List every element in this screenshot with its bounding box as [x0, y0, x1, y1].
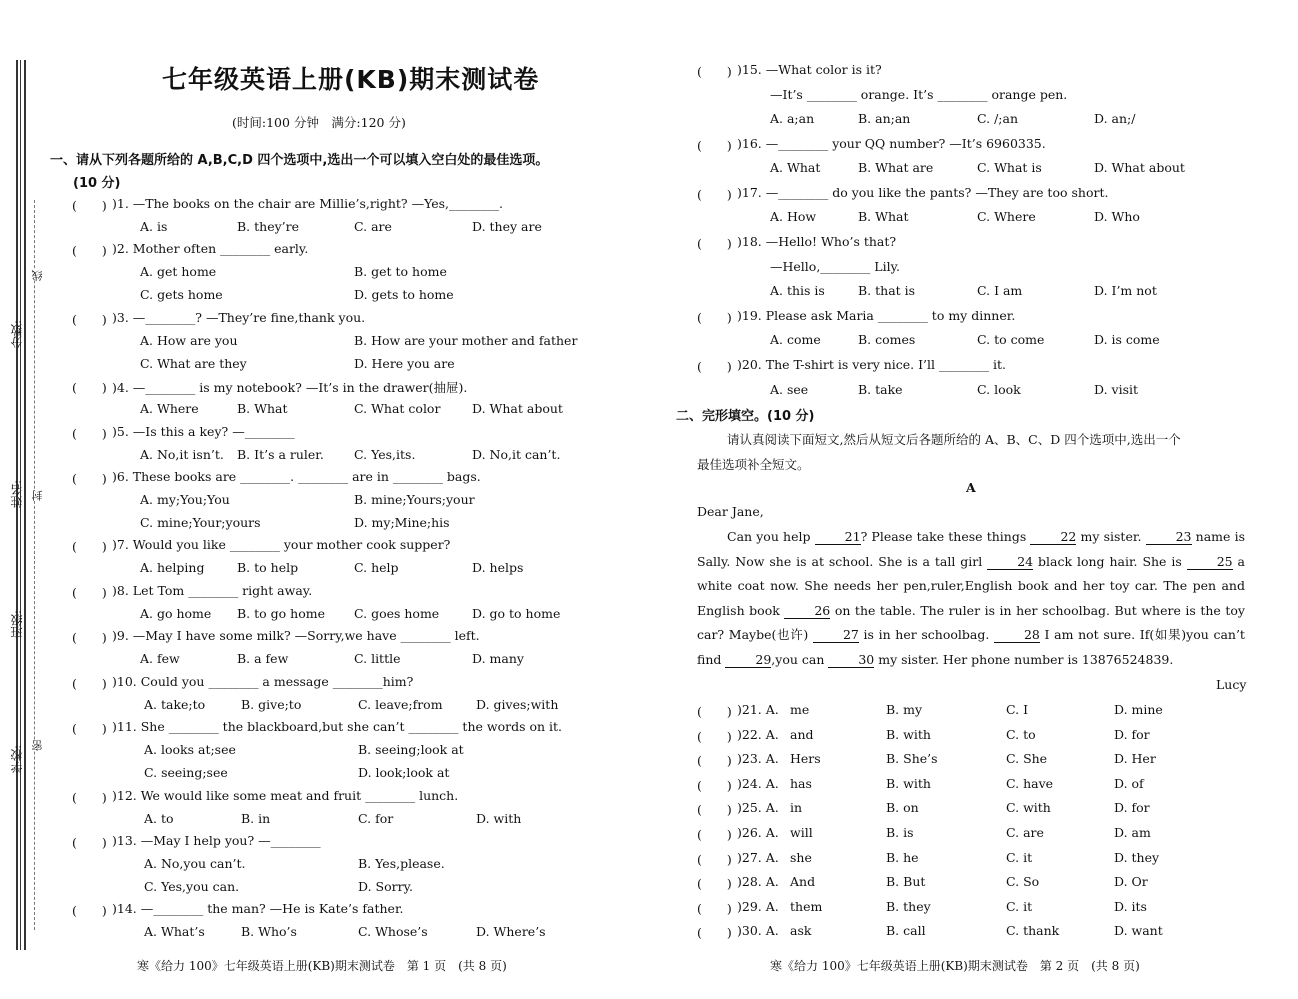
option: A. to [144, 811, 174, 826]
option: C. help [354, 560, 399, 575]
passage-text: a white coat now. She needs her pen,ruler,English book and her toy car. The pen and English book [697, 553, 1245, 618]
option: C. goes home [354, 606, 440, 621]
answer-paren: ( ) [697, 310, 732, 325]
answer-paren: ( ) [697, 827, 732, 842]
option: C. Yes,its. [354, 447, 416, 462]
option: D. No,it can’t. [472, 447, 561, 462]
option: B. an;an [858, 111, 911, 126]
answer-paren: ( ) [697, 728, 732, 744]
option: D. Here you are [354, 356, 455, 371]
blank-27: 27 [813, 627, 859, 643]
option: A. is [140, 219, 168, 234]
option: Hers [790, 751, 821, 767]
line-mark: 线 [31, 270, 44, 281]
passage-label: A [966, 480, 976, 495]
letter-greeting: Dear Jane, [697, 504, 764, 519]
answer-paren: ( ) [697, 753, 732, 769]
answer-paren: ( ) [697, 64, 732, 79]
question-stem: )9. —May I have some milk? —Sorry,we have ________ left. [112, 628, 480, 643]
option: A. my;You;You [140, 492, 230, 507]
option: D. they [1114, 849, 1160, 865]
option: B. they’re [237, 219, 300, 234]
page-title: 七年级英语上册(KB)期末测试卷 [162, 65, 540, 94]
option: C. What are they [140, 356, 247, 371]
blank-28: 28 [994, 627, 1040, 643]
option: B. take [858, 382, 903, 397]
option: A. a;an [770, 111, 815, 126]
option: C. I am [977, 283, 1023, 298]
option: C. to [1006, 726, 1036, 742]
cloze-number: )27. A. [737, 849, 779, 865]
option: has [790, 775, 812, 791]
answer-paren: ( ) [72, 426, 107, 441]
answer-paren: ( ) [697, 138, 732, 153]
option: B. they [886, 898, 931, 914]
answer-paren: ( ) [72, 539, 107, 554]
option: C. I [1006, 702, 1029, 717]
blank-23: 23 [1146, 529, 1192, 545]
option: D. of [1114, 775, 1144, 791]
score-label: 分数: [10, 320, 24, 349]
passage-text: I am not sure. If(如果)you can’t find [697, 627, 1245, 667]
option: B. a few [237, 651, 289, 666]
question-stem: )16. —________ your QQ number? —It’s 6960335. [737, 136, 1046, 151]
option: C. What is [977, 160, 1042, 175]
option: C. are [354, 219, 392, 234]
cloze-number: )28. A. [737, 874, 779, 890]
answer-paren: ( ) [72, 471, 107, 486]
option: D. want [1114, 923, 1163, 939]
passage-text: on the table. The ruler is in her schoolbag. But where is the toy car? Maybe(也许) [697, 602, 1245, 643]
option: she [790, 849, 812, 865]
option: D. What about [472, 401, 563, 416]
section-2-intro: 请认真阅读下面短文,然后从短文后各题所给的 A、B、C、D 四个选项中,选出一个 [727, 432, 1181, 447]
blank-26: 26 [784, 603, 830, 619]
section-2-title: 二、完形填空。(10 分) [676, 409, 815, 424]
option: B. that is [858, 283, 916, 298]
answer-paren: ( ) [697, 236, 732, 251]
cloze-number: )26. A. [737, 825, 779, 840]
option: me [790, 702, 810, 717]
cut-line [34, 200, 35, 930]
option: D. am [1114, 825, 1151, 840]
option: B. with [886, 775, 931, 791]
option: D. gets to home [354, 287, 454, 302]
option: C. Where [977, 209, 1036, 224]
question-stem: )18. —Hello! Who’s that? [737, 234, 897, 249]
school-label: 学校: [10, 745, 24, 774]
option: C. to come [977, 332, 1045, 347]
option: C. leave;from [358, 697, 443, 712]
option: D. look;look at [358, 765, 450, 780]
page-1-footer: 寒《给力 100》七年级英语上册(KB)期末测试卷 第 1 页 (共 8 页) [137, 959, 507, 973]
answer-paren: ( ) [72, 903, 107, 918]
answer-paren: ( ) [697, 704, 732, 719]
option: A. few [140, 651, 180, 666]
passage-text: my sister. Her phone number is 13876524839. [878, 651, 1174, 667]
exam-meta: (时间:100 分钟 满分:120 分) [232, 115, 406, 130]
option: C. look [977, 382, 1021, 397]
option: A. take;to [144, 697, 206, 712]
option: C. have [1006, 775, 1054, 791]
name-label: 姓名: [10, 480, 24, 509]
option: D. Sorry. [358, 879, 413, 894]
option: B. get to home [354, 264, 447, 279]
option: C. Whose’s [358, 924, 428, 939]
option: D. with [476, 811, 522, 826]
option: D. visit [1094, 382, 1139, 397]
seal-mark: 封 [31, 490, 44, 501]
question-stem: )4. —________ is my notebook? —It’s in the drawer(抽屉). [112, 380, 468, 395]
option: B. What are [858, 160, 934, 175]
option: A. How [770, 209, 817, 224]
option: B. is [886, 825, 914, 840]
option: C. seeing;see [144, 765, 228, 780]
option: B. my [886, 702, 923, 717]
option: A. come [770, 332, 821, 347]
option: C. for [358, 811, 394, 826]
option: A. What’s [144, 924, 205, 939]
option: C. mine;Your;yours [140, 515, 261, 530]
option: them [790, 898, 823, 914]
option: C. So [1006, 874, 1040, 890]
class-label: 班级: [10, 610, 24, 639]
answer-paren: ( ) [697, 851, 732, 867]
passage-text: is in her schoolbag. [863, 627, 990, 643]
question-stem: )19. Please ask Maria ________ to my dinner. [737, 308, 1016, 323]
question-stem-line2: —Hello,________ Lily. [770, 259, 900, 274]
option: D. my;Mine;his [354, 515, 450, 530]
answer-paren: ( ) [697, 900, 732, 916]
passage-text: black long hair. She is [1038, 553, 1182, 569]
option: D. Where’s [476, 924, 546, 939]
answer-paren: ( ) [72, 721, 107, 736]
option: D. gives;with [476, 697, 559, 712]
cloze-number: )21. A. [737, 702, 779, 717]
option: B. What [858, 209, 909, 224]
option: ask [790, 923, 812, 939]
option: D. an;/ [1094, 111, 1136, 126]
option: B. mine;Yours;your [354, 492, 475, 507]
question-stem: )10. Could you ________ a message ________him? [112, 674, 414, 689]
option: D. is come [1094, 332, 1160, 347]
answer-paren: ( ) [697, 777, 732, 793]
answer-paren: ( ) [697, 802, 732, 818]
option: A. helping [140, 560, 205, 575]
answer-paren: ( ) [72, 585, 107, 600]
option: C. gets home [140, 287, 223, 302]
blank-21: 21 [815, 529, 861, 545]
blank-30: 30 [828, 652, 874, 668]
blank-24: 24 [987, 554, 1033, 570]
answer-paren: ( ) [72, 676, 107, 691]
page-2-footer: 寒《给力 100》七年级英语上册(KB)期末测试卷 第 2 页 (共 8 页) [770, 959, 1140, 973]
option: A. What [770, 160, 821, 175]
cloze-number: )30. A. [737, 923, 779, 939]
option: B. Who’s [241, 924, 297, 939]
question-stem: )15. —What color is it? [737, 62, 882, 77]
secret-mark: 密 [31, 740, 44, 751]
option: C. it [1006, 849, 1033, 865]
option: D. for [1114, 726, 1150, 742]
option: B. to help [237, 560, 299, 575]
option: D. they are [472, 219, 542, 234]
option: D. its [1114, 898, 1147, 914]
option: D. mine [1114, 702, 1163, 717]
question-stem: )17. —________ do you like the pants? —They are too short. [737, 185, 1109, 200]
answer-paren: ( ) [697, 359, 732, 374]
answer-paren: ( ) [72, 198, 107, 213]
option: C. What color [354, 401, 441, 416]
question-stem: )11. She ________ the blackboard,but she can’t ________ the words on it. [112, 719, 562, 734]
passage-text: ,you can [771, 651, 825, 667]
answer-paren: ( ) [697, 925, 732, 941]
option: will [790, 825, 813, 840]
option: and [790, 726, 814, 742]
question-stem: )3. —________? —They’re fine,thank you. [112, 310, 366, 325]
answer-paren: ( ) [72, 243, 107, 258]
option: A. How are you [140, 333, 238, 348]
option: D. for [1114, 800, 1150, 816]
option: B. give;to [241, 697, 302, 712]
option: C. it [1006, 898, 1033, 914]
option: C. /;an [977, 111, 1018, 126]
blank-25: 25 [1187, 554, 1233, 570]
passage-text: ? Please take these things [860, 529, 1027, 544]
option: B. in [241, 811, 271, 826]
cloze-passage [697, 525, 1245, 673]
option: C. little [354, 651, 401, 666]
option: A. No,you can’t. [144, 856, 246, 871]
cloze-number: )24. A. [737, 775, 779, 791]
question-stem: )20. The T-shirt is very nice. I’ll ________ it. [737, 357, 1006, 372]
option: D. What about [1094, 160, 1185, 175]
option: B. with [886, 726, 931, 742]
question-stem: )6. These books are ________. ________ are in ________ bags. [112, 469, 481, 484]
option: D. Who [1094, 209, 1140, 224]
option: B. he [886, 849, 919, 865]
question-stem-line2: —It’s ________ orange. It’s ________ orange pen. [770, 87, 1068, 102]
option: B. What [237, 401, 288, 416]
option: And [790, 874, 816, 890]
question-stem: )8. Let Tom ________ right away. [112, 583, 313, 598]
option: D. I’m not [1094, 283, 1157, 298]
passage-text: Can you help [727, 529, 811, 544]
option: C. are [1006, 825, 1044, 840]
option: B. It’s a ruler. [237, 447, 324, 462]
question-stem: )7. Would you like ________ your mother cook supper? [112, 537, 451, 552]
option: A. Where [140, 401, 199, 416]
option: D. Her [1114, 751, 1156, 767]
passage-text: name is Sally. Now she is at school. She is a tall girl [697, 529, 1246, 569]
option: B. seeing;look at [358, 742, 464, 757]
option: A. looks at;see [144, 742, 236, 757]
option: C. thank [1006, 923, 1060, 939]
answer-paren: ( ) [72, 790, 107, 805]
option: B. She’s [886, 751, 938, 767]
answer-paren: ( ) [72, 380, 107, 395]
cloze-number: )23. A. [737, 751, 779, 767]
cloze-number: )25. A. [737, 800, 779, 816]
answer-paren: ( ) [697, 187, 732, 202]
option: B. on [886, 800, 919, 816]
option: D. go to home [472, 606, 561, 621]
option: A. see [770, 382, 809, 397]
option: D. helps [472, 560, 524, 575]
option: B. call [886, 923, 926, 939]
option: B. Yes,please. [358, 856, 445, 871]
section-2-intro-cont: 最佳选项补全短文。 [697, 457, 810, 472]
option: A. No,it isn’t. [140, 447, 224, 462]
letter-signature: Lucy [1216, 677, 1247, 692]
answer-paren: ( ) [72, 835, 107, 850]
answer-paren: ( ) [72, 312, 107, 327]
option: C. Yes,you can. [144, 879, 240, 894]
option: C. She [1006, 751, 1048, 767]
option: in [790, 800, 803, 816]
section-1-title: 一、请从下列各题所给的 A,B,C,D 四个选项中,选出一个可以填入空白处的最佳选项。 [50, 153, 549, 168]
question-stem: )1. —The books on the chair are Millie’s,right? —Yes,________. [112, 196, 503, 211]
question-stem: )2. Mother often ________ early. [112, 241, 309, 256]
cloze-number: )29. A. [737, 898, 779, 914]
option: B. But [886, 874, 926, 890]
option: B. comes [858, 332, 916, 347]
answer-paren: ( ) [72, 630, 107, 645]
passage-text: my sister. [1080, 529, 1142, 544]
question-stem: )5. —Is this a key? —________ [112, 424, 295, 439]
option: C. with [1006, 800, 1051, 816]
option: D. many [472, 651, 524, 666]
blank-29: 29 [725, 652, 771, 668]
cloze-number: )22. A. [737, 726, 779, 742]
option: A. this is [770, 283, 825, 298]
question-stem: )13. —May I help you? —________ [112, 833, 321, 848]
option: A. go home [140, 606, 212, 621]
answer-paren: ( ) [697, 876, 732, 892]
option: D. Or [1114, 874, 1148, 890]
option: A. get home [140, 264, 217, 279]
option: B. to go home [237, 606, 325, 621]
option: B. How are your mother and father [354, 333, 578, 348]
section-1-score: (10 分) [73, 176, 121, 191]
blank-22: 22 [1030, 529, 1076, 545]
question-stem: )14. —________ the man? —He is Kate’s father. [112, 901, 404, 916]
question-stem: )12. We would like some meat and fruit ________ lunch. [112, 788, 459, 803]
